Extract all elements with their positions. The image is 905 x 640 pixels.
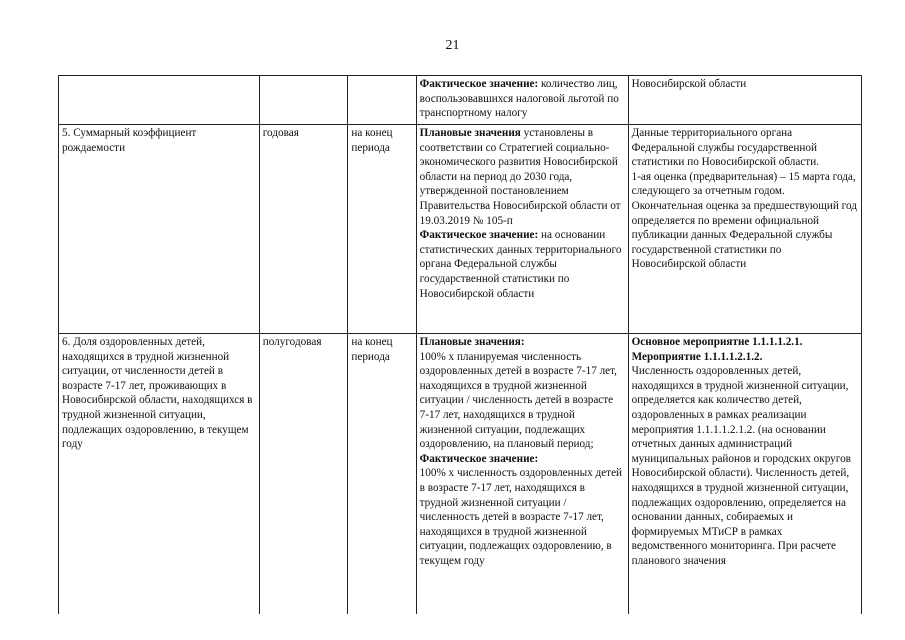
indicator-cell: 5. Суммарный коэффициент рождаемости [59,125,260,334]
page-number: 21 [445,38,460,53]
periodicity-cell: годовая [259,125,348,334]
method-cell [416,76,628,125]
timing-cell: на конец периода [348,334,416,614]
source-cell [628,125,861,334]
table-row [59,76,862,125]
source-paragraph: Основное мероприятие 1.1.1.1.2.1. Мероприятие 1.1.1.1.2.1.2. [631,336,803,363]
periodicity-cell [259,76,348,125]
method-paragraph: Плановые значения установлены в соответствии со Стратегией социально-экономического развития Новосибирской области на период до 2030 года, утвержденной постановлением Правительства Новосибирской области от 19.03.2019 № 105-п [419,127,621,227]
table-row [59,334,862,614]
timing-cell: на конец периода [348,125,416,334]
method-cell [416,125,628,334]
periodicity-cell: полугодовая [259,334,348,614]
source-cell [628,76,861,125]
indicator-cell [59,76,260,125]
source-cell [628,334,861,614]
method-paragraph: Фактическое значение: количество лиц, воспользовавшихся налоговой льготой по транспортному налогу [419,78,619,120]
method-paragraph: Фактическое значение: на основании статистических данных территориального органа Федеральной службы государственной статистики по Новосибирской области [419,229,622,300]
method-paragraph: Фактическое значение: [419,452,539,465]
method-paragraph: Плановые значения: [419,336,525,348]
indicator-cell: 6. Доля оздоровленных детей, находящихся в трудной жизненной ситуации, от численности детей в возрасте 7-17 лет, проживающих в Новосибирской области, находящихся в трудной жизненной ситуации, подлежащих оздоровлению, в текущем году [59,334,260,614]
method-paragraph: 100% х планируемая численность оздоровленных детей в возрасте 7-17 лет, находящихся в трудной жизненной ситуации / численность детей в возрасте 7-17 лет, находящихся в трудной жизненной ситуации, подлежащих оздоровлению, на плановый период; [419,350,617,451]
method-paragraph: 100% х численность оздоровленных детей в возрасте 7-17 лет, находящихся в трудной жизненной ситуации / численность детей в возрасте 7-17 лет, находящихся в трудной жизненной ситуации, подлежащих оздоровлению, в текущем году [419,467,623,567]
table-row [59,125,862,334]
source-paragraph: Данные территориального органа Федеральной службы государственной статистики по Новосибирской области. [631,127,819,169]
timing-cell [348,76,416,125]
source-paragraph: Окончательная оценка за предшествующий год определяется по времени официальной публикации данных Федеральной службы государственной статистики по Новосибирской области [631,199,857,271]
source-paragraph: Новосибирской области [631,78,747,90]
indicators-table [58,75,862,614]
source-paragraph: Численность оздоровленных детей, находящихся в трудной жизненной ситуации, определяется как количество детей, оздоровленных в рамках реализации мероприятия 1.1.1.1.2.1.2. (на основании отчетных данных администраций муниципальных районов и городских округов Новосибирской области). Численность детей, находящихся в трудной жизненной ситуации, подлежащих оздоровлению, определяется на основании данных, собираемых и формируемых МТиСР в рамках ведомственного мониторинга. При расчете планового значения [631,365,851,567]
method-cell [416,334,628,614]
source-paragraph: 1-ая оценка (предварительная) – 15 марта года, следующего за отчетным годом. [631,170,856,198]
